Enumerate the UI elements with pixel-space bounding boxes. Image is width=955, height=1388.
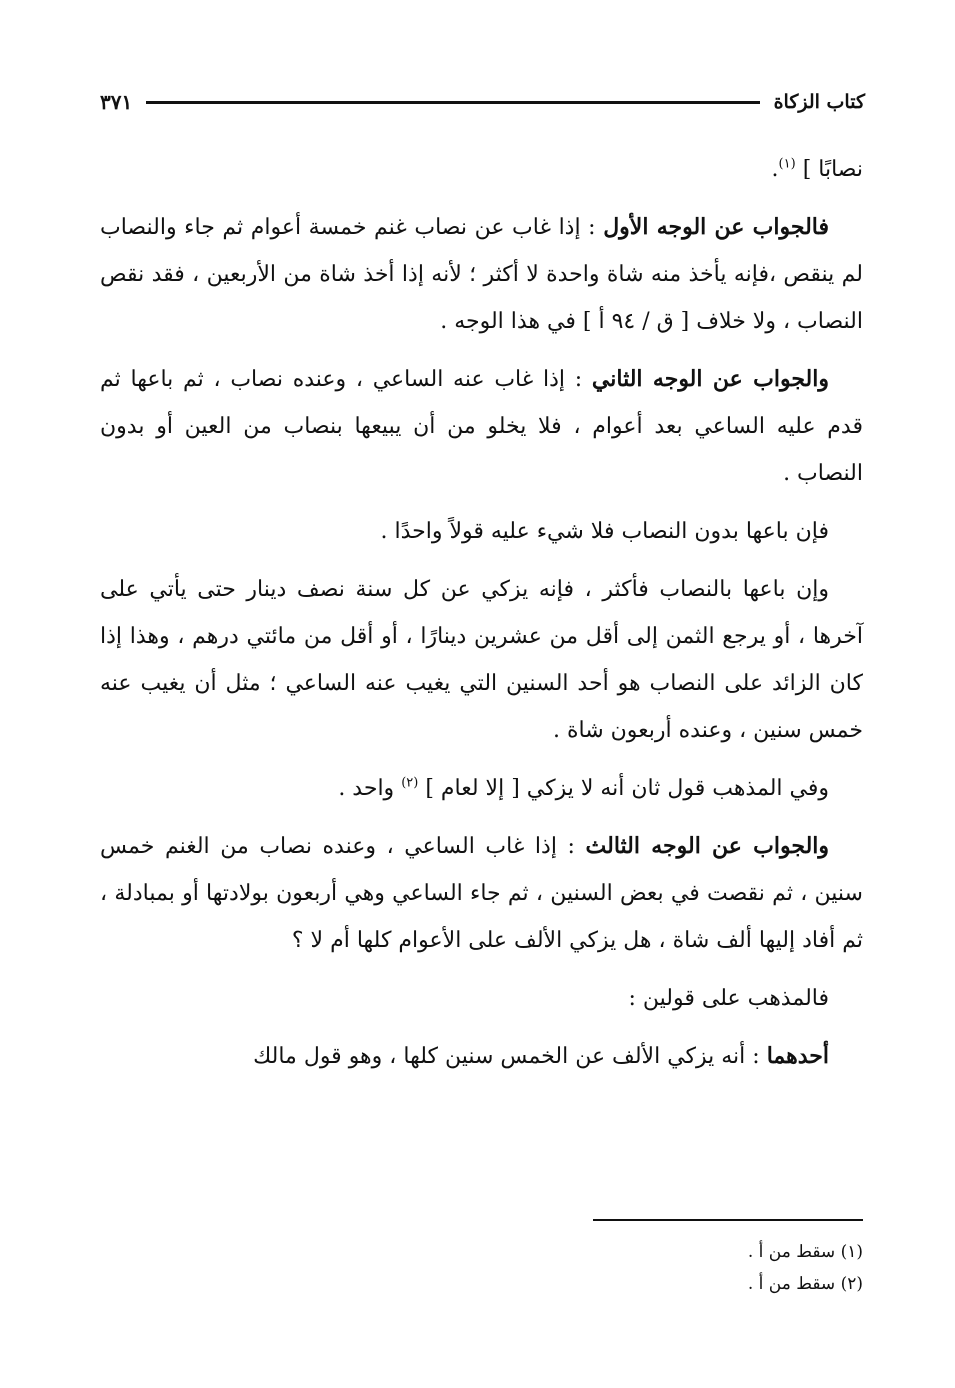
paragraph-two-opinions [100, 975, 863, 1022]
paragraph-text: فإن باعها بدون النصاب فلا شيء عليه قولاً واحدًا . [380, 519, 829, 544]
paragraph-text: نصابًا ] [802, 157, 863, 182]
paragraph-lead: والجواب عن الوجه الثاني [591, 366, 829, 392]
paragraph-text: وإن باعها بالنصاب فأكثر ، فإنه يزكي عن كل سنة نصف دينار حتى يأتي على آخرها ، أو يرجع الثمن إلى أقل من عشرين دينارًا ، أو أقل من مائتي درهم ، وهذا إذا كان الزائد على النصاب هو أحد السنين التي يغيب عنه الساعي ؛ مثل أن يغيب عنه خمس سنين ، وعنده أربعون شاة . [100, 577, 863, 743]
paragraph-tail: . [771, 157, 779, 182]
paragraph-first-opinion [100, 1033, 863, 1080]
running-title: كتاب الزكاة [773, 91, 865, 113]
paragraph-text: : إذا غاب عن نصاب غنم خمسة أعوام ثم جاء والنصاب لم ينقص ،فإنه يأخذ منه شاة واحدة لا أكثر ؛ لأنه إذا أخذ شاة من الأربعين ، فقد نقص النصاب ، ولا خلاف [ ق / ٩٤ أ ] في هذا الوجه . [100, 215, 863, 334]
paragraph-text: : أنه يزكي الألف عن الخمس سنين كلها ، وهو قول مالك [253, 1044, 760, 1069]
paragraph-second-answer [100, 356, 863, 497]
footnotes [500, 1236, 863, 1300]
page-number: ٣٧١ [100, 90, 133, 114]
header-rule [146, 101, 759, 104]
footnote-item: (٢) سقط من أ . [747, 1274, 863, 1294]
footnote-ref: (٢) [401, 775, 419, 791]
paragraph-text: : إذا غاب عنه الساعي ، وعنده نصاب ، ثم باعها ثم قدم عليه الساعي بعد أعوام ، فلا يخلو من أن يبيعها بنصاب من العين أو بدون النصاب . [100, 367, 863, 486]
paragraph-sold-below [100, 508, 863, 555]
footnote-ref: (١) [778, 156, 796, 172]
paragraph-lead: والجواب عن الوجه الثالث [585, 833, 830, 859]
paragraph-lead: فالجواب عن الوجه الأول [603, 214, 829, 240]
footnote-item: (١) سقط من أ . [747, 1242, 863, 1262]
page-body [100, 146, 863, 1091]
paragraph-second-opinion [100, 765, 863, 812]
paragraph-tail: واحد . [338, 776, 395, 801]
paragraph-lead: أحدهما [766, 1043, 829, 1069]
paragraph-sold-above [100, 566, 863, 754]
footnote-separator [593, 1219, 863, 1221]
paragraph-text: وفي المذهب قول ثان أنه لا يزكي [ إلا لعام ] [425, 776, 829, 801]
paragraph-text: فالمذهب على قولين : [628, 986, 829, 1011]
paragraph-first-answer [100, 204, 863, 345]
paragraph-continuation [100, 146, 863, 193]
page-header [100, 84, 865, 120]
paragraph-text: : إذا غاب الساعي ، وعنده نصاب من الغنم خمس سنين ، ثم نقصت في بعض السنين ، ثم جاء الساعي وهي أربعون بولادتها أو بمبادلة ، ثم أفاد إليها ألف شاة ، هل يزكي الألف على الأعوام كلها أم لا ؟ [100, 834, 863, 953]
paragraph-third-answer [100, 823, 863, 964]
